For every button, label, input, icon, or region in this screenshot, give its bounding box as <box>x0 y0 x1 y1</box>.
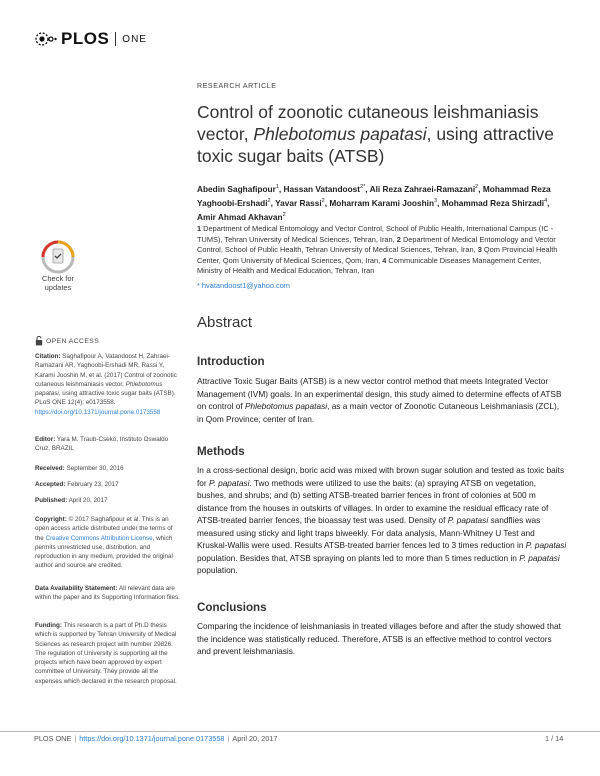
license-link[interactable]: Creative Commons Attribution License <box>45 534 153 542</box>
author-list <box>197 181 567 224</box>
footer-date: April 20, 2017 <box>232 734 278 743</box>
open-lock-icon <box>35 336 43 346</box>
abstract-heading: Abstract <box>197 314 253 331</box>
received-date: Received: September 30, 2016 <box>35 465 124 472</box>
footer-doi-link[interactable]: https://doi.org/10.1371/journal.pone.0173558 <box>79 734 225 743</box>
author[interactable]: Moharram Karami Jooshin$^3$, <box>329 197 442 208</box>
footer-separator: | <box>74 734 77 743</box>
plos-logo-icon <box>34 31 58 47</box>
funding-block: Funding: This research is a part of Ph.D thesis which is supported by Tehran University of Medical Sciences as research project with number 29826. The regulation of University is supporting all the projects which have been approved by expert committee of University. They provide all the expenses which declared in the research proposal. <box>35 622 177 685</box>
conclusions-heading: Conclusions <box>197 601 267 614</box>
accepted-date: Accepted: February 23, 2017 <box>35 481 119 488</box>
citation-block: Citation: Saghafipour A, Vatandoost H, Zahraei-Ramazani AR, Yaghoobi-Ershadi MR, Rassi Y, Karami Jooshin M, et al. (2017) Control of zoonotic cutaneous leishmaniasis vector, Phlebotomus papatasi, using attractive toxic sugar baits (ATSB). PLoS ONE 12(4): e0173558. https://doi.org/10.1371/journal.pone.0173558 <box>35 353 177 416</box>
author[interactable]: Ali Reza Zahraei-Ramazani$^2$, <box>369 183 483 194</box>
author[interactable]: Amir Ahmad Akhavan$^2$ <box>197 212 286 223</box>
data-availability-block: Data Availability Statement: All relevant data are within the paper and its Supporting Information files. <box>35 585 180 602</box>
open-access-badge <box>35 336 99 346</box>
copyright-block: Copyright: © 2017 Saghafipour et al. This is an open access article distributed under the terms of the Creative Commons Attribution License, which permits unrestricted use, distribution, and reproduction in any medium, provided the original author and source are credited. <box>35 516 173 570</box>
article-title: Control of zoonotic cutaneous leishmaniasis vector, Phlebotomus papatasi, using attractive toxic sugar baits (ATSB) <box>197 102 555 166</box>
author[interactable]: Abedin Saghafipour$^1$, <box>197 183 284 194</box>
introduction-text: Attractive Toxic Sugar Baits (ATSB) is a new vector control method that meets Integrated Vector Management (IVM) goals. In an experimental design, this study aimed to determine effects of ATSB on control of Phlebotomus papatasi, as a main vector of Zoonotic Cutaneous Leishmaniasis (ZCL), in Qom Province, center of Iran. <box>197 376 562 424</box>
author[interactable]: Mohammad Reza Shirzadi$^4$, <box>441 197 550 208</box>
open-access-label: OPEN ACCESS <box>46 337 100 345</box>
author[interactable]: Yavar Rassi$^2$, <box>275 197 330 208</box>
journal-logo[interactable] <box>34 29 147 49</box>
affiliations: 1 Department of Medical Entomology and Vector Control, School of Public Health, International Campus (IC -TUMS), Tehran University of Medical Sciences, Tehran, Iran, 2 Department of Medical Entomology and Vector Control, School of Public Health, Tehran University of Medical Sciences, Tehran, Iran, 3 Qom Provincial Health Center, Qom University of Medical Sciences, Qom, Iran, 4 Communicable Diseases Management Center, Ministry of Health and Medical Education, Tehran, Iran <box>197 224 558 276</box>
footer-separator: | <box>227 734 230 743</box>
citation-doi-link[interactable]: https://doi.org/10.1371/journal.pone.0173558 <box>35 408 161 416</box>
corresponding-email[interactable]: * hvatandoost1@yahoo.com <box>197 281 290 290</box>
introduction-heading: Introduction <box>197 355 265 368</box>
check-updates-icon <box>41 240 75 274</box>
author[interactable]: Mohammad Reza Yaghoobi-Ershadi$^2$, <box>197 183 551 208</box>
methods-heading: Methods <box>197 445 245 458</box>
published-date: Published: April 20, 2017 <box>35 497 108 504</box>
methods-text: In a cross-sectional design, boric acid was mixed with brown sugar solution and tested as toxic baits for P. papatasi. Two methods were utilized to use the baits: (a) spraying ATSB on vegetation, bushes, and shrubs; and (b) setting ATSB-treated barrier fences in front of colonies at 500 m distance from the houses in outskirts of villages. In order to examine the residual efficacy rate of ATSB-treated barrier fences, the bioassay test was used. Density of P. papatasi sandflies was measured using sticky and light traps biweekly. For data analysis, Mann-Whitney U Test and Kruskal-Wallis were used. Results ATSB-treated barrier fences led to 3 times reduction in P. papatasi population. Besides that, ATSB spraying on plants led to more than 5 times reduction in P. papatasi population. <box>197 465 567 575</box>
page-footer <box>34 734 277 743</box>
article-type: RESEARCH ARTICLE <box>197 83 277 90</box>
author[interactable]: Hassan Vatandoost$^{2*}$, <box>283 183 370 194</box>
journal-name: PLOS <box>61 29 110 48</box>
footer-divider <box>0 731 600 732</box>
logo-divider <box>115 32 116 46</box>
journal-subtitle: ONE <box>122 33 147 45</box>
check-for-updates-badge[interactable] <box>34 240 82 292</box>
check-updates-label: Check for updates <box>41 274 75 292</box>
footer-journal: PLOS ONE <box>34 734 72 743</box>
page-number: 1 / 14 <box>545 734 564 743</box>
conclusions-text: Comparing the incidence of leishmaniasis in treated villages before and after the study showed that the incidence was statistically reduced. Therefore, ATSB is an effective method to control vectors and prevent leishmaniasis. <box>197 621 561 656</box>
editor-block: Editor: Yara M. Traub-Csekö, Instituto Oswaldo Cruz, BRAZIL <box>35 436 169 453</box>
